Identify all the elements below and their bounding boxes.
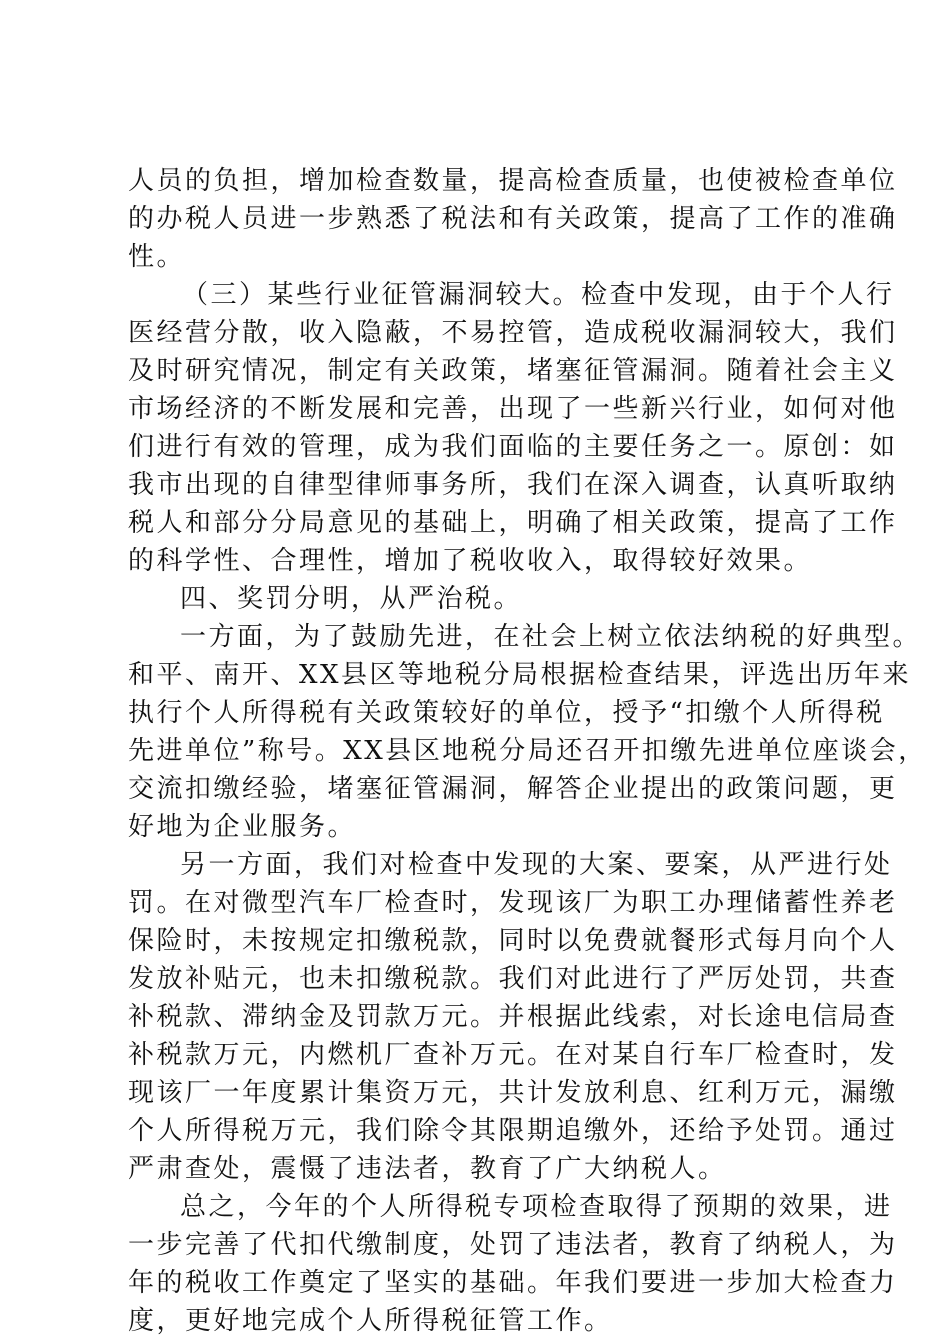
paragraph-start: 一方面，为了鼓励先进，在社会上树立依法纳税的好典型。 bbox=[180, 622, 922, 652]
text-line: 一步完善了代扣代缴制度，处罚了违法者，教育了纳税人，为 bbox=[128, 1230, 898, 1260]
text-line: 保险时，未按规定扣缴税款，同时以免费就餐形式每月向个人 bbox=[128, 926, 898, 956]
text-line: 及时研究情况，制定有关政策，堵塞征管漏洞。随着社会主义 bbox=[128, 356, 898, 386]
text-line: 性。 bbox=[128, 242, 186, 272]
text-line: 市场经济的不断发展和完善，出现了一些新兴行业，如何对他 bbox=[128, 394, 898, 424]
text-line: 我市出现的自律型律师事务所，我们在深入调查，认真听取纳 bbox=[128, 470, 898, 500]
text-line: 人员的负担，增加检查数量，提高检查质量，也使被检查单位 bbox=[128, 166, 898, 196]
section-heading-4: 四、奖罚分明，从严治税。 bbox=[180, 584, 523, 614]
text-line: 补税款、滞纳金及罚款万元。并根据此线索，对长途电信局查 bbox=[128, 1002, 898, 1032]
text-line: 现该厂一年度累计集资万元，共计发放利息、红利万元，漏缴 bbox=[128, 1078, 898, 1108]
text-line: 个人所得税万元，我们除令其限期追缴外，还给予处罚。通过 bbox=[128, 1116, 898, 1146]
text-line: 执行个人所得税有关政策较好的单位，授予“扣缴个人所得税 bbox=[128, 698, 885, 728]
section-heading-3: （三）某些行业征管漏洞较大。检查中发现，由于个人行 bbox=[182, 280, 895, 310]
paragraph-start: 总之，今年的个人所得税专项检查取得了预期的效果，进 bbox=[180, 1192, 893, 1222]
text-line: 补税款万元，内燃机厂查补万元。在对某自行车厂检查时，发 bbox=[128, 1040, 898, 1070]
text-line: 年的税收工作奠定了坚实的基础。年我们要进一步加大检查力 bbox=[128, 1268, 898, 1298]
text-line: 们进行有效的管理，成为我们面临的主要任务之一。原创：如 bbox=[128, 432, 898, 462]
text-line: 交流扣缴经验，堵塞征管漏洞，解答企业提出的政策问题，更 bbox=[128, 774, 898, 804]
text-line: 的科学性、合理性，增加了税收收入，取得较好效果。 bbox=[128, 546, 813, 576]
text-line: 好地为企业服务。 bbox=[128, 812, 357, 842]
text-line: 的办税人员进一步熟悉了税法和有关政策，提高了工作的准确 bbox=[128, 204, 898, 234]
text-line: 税人和部分分局意见的基础上，明确了相关政策，提高了工作 bbox=[128, 508, 898, 538]
text-line: 罚。在对微型汽车厂检查时，发现该厂为职工办理储蓄性养老 bbox=[128, 888, 898, 918]
text-line: 严肃查处，震慑了违法者，教育了广大纳税人。 bbox=[128, 1154, 727, 1184]
text-line: 度，更好地完成个人所得税征管工作。 bbox=[128, 1306, 613, 1336]
text-line: 和平、南开、XX县区等地税分局根据检查结果，评选出历年来 bbox=[128, 660, 912, 690]
paragraph-start: 另一方面，我们对检查中发现的大案、要案，从严进行处 bbox=[180, 850, 893, 880]
text-line: 发放补贴元，也未扣缴税款。我们对此进行了严厉处罚，共查 bbox=[128, 964, 898, 994]
text-line: 医经营分散，收入隐蔽，不易控管，造成税收漏洞较大，我们 bbox=[128, 318, 898, 348]
text-line: 先进单位”称号。XX县区地税分局还召开扣缴先进单位座谈会， bbox=[128, 736, 927, 766]
